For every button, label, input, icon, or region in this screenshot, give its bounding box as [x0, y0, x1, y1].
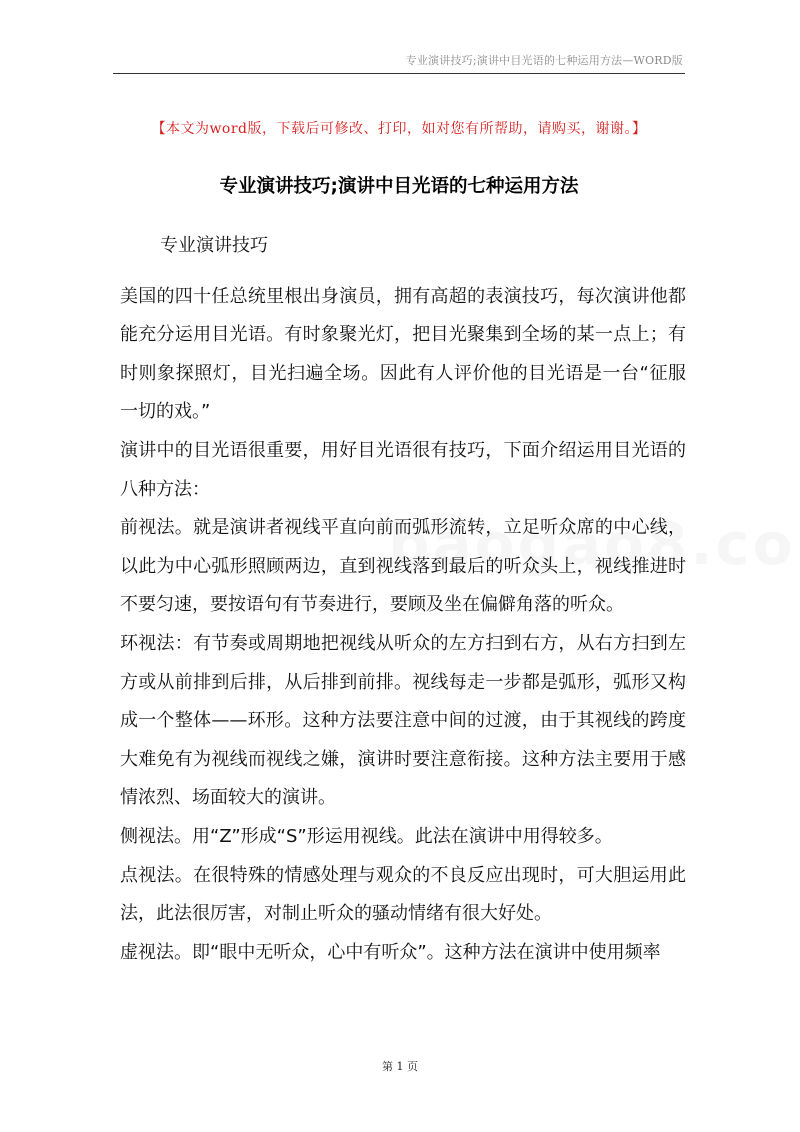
paragraph-point-view: 点视法。在很特殊的情感处理与观众的不良反应出现时，可大胆运用此法，此法很厉害，对制止听众的骚动情绪有很大好处。	[120, 864, 686, 925]
document-body	[120, 227, 686, 972]
paragraph-virtual-view: 虚视法。即“眼中无听众，心中有听众”。这种方法在演讲中使用频率	[120, 941, 661, 963]
section-heading: 专业演讲技巧	[160, 235, 268, 256]
page-number: 第 1 页	[382, 1060, 418, 1073]
paragraph-ring-view: 环视法：有节奏或周期地把视线从听众的左方扫到右方，从右方扫到左方或从前排到后排，从后排到前排。视线每走一步都是弧形，弧形又构成一个整体——环形。这种方法要注意中间的过渡，由于其视线的跨度大难免有为视线而视线之嫌，演讲时要注意衔接。这种方法主要用于感情浓烈、场面较大的演讲。	[120, 632, 686, 809]
paragraph-reagan: 美国的四十任总统里根出身演员，拥有高超的表演技巧，每次演讲他都能充分运用目光语。有时象聚光灯，把目光聚集到全场的某一点上；有时则象探照灯，目光扫遍全场。因此有人评价他的目光语是一台“征服一切的戏。”	[120, 285, 686, 423]
paragraph-side-view: 侧视法。用“Z”形成“S”形运用视线。此法在演讲中用得较多。	[120, 825, 613, 847]
paragraph-intro: 演讲中的目光语很重要，用好目光语很有技巧，下面介绍运用目光语的八种方法：	[120, 439, 686, 500]
paragraph-front-view: 前视法。就是演讲者视线平直向前而弧形流转，立足听众席的中心线，以此为中心弧形照顾两边，直到视线落到最后的听众头上，视线推进时不要匀速，要按语句有节奏进行，要顾及坐在偏僻角落的听众。	[120, 517, 686, 616]
download-notice: 【本文为word版，下载后可修改、打印，如对您有所帮助，请购买，谢谢。】	[151, 121, 647, 137]
document-title: 专业演讲技巧;演讲中目光语的七种运用方法	[219, 176, 579, 197]
header-divider	[113, 73, 685, 74]
running-header: 专业演讲技巧;演讲中目光语的七种运用方法—WORD版	[405, 54, 683, 67]
